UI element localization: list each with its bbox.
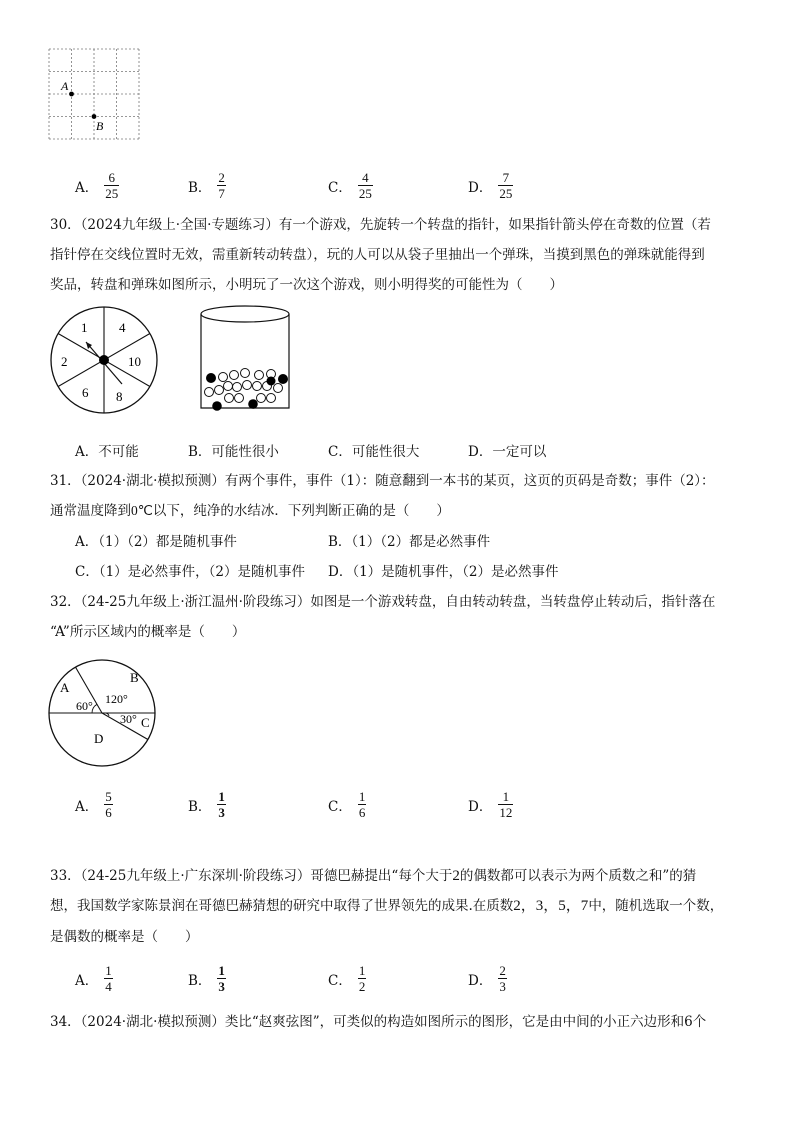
marble-jar-figure	[195, 302, 295, 416]
region-b-label: B	[130, 670, 139, 685]
q33-text-line-3: 是偶数的概率是（ ）	[50, 929, 199, 945]
spinner-label-2: 2	[61, 354, 68, 369]
q30-option-d[interactable]: D．一定可以	[468, 444, 547, 460]
q32-option-b[interactable]: B． $\frac{1}{3}$	[188, 789, 225, 820]
q31-option-d[interactable]: D．（1）是随机事件，（2）是必然事件	[328, 564, 559, 580]
q32-option-c[interactable]: C． $\frac{1}{6}$	[328, 789, 366, 820]
angle-120-label: 120°	[105, 692, 128, 706]
q30-text-line-3: 奖品，转盘和弹珠如图所示，小明玩了一次这个游戏，则小明得奖的可能性为（ ）	[50, 277, 563, 293]
q33-option-a[interactable]: A． $\frac{1}{4}$	[75, 963, 112, 994]
q33-option-d[interactable]: D． $\frac{2}{3}$	[468, 963, 506, 994]
point-a	[69, 92, 74, 97]
q29-option-d[interactable]: D． $\frac{7}{25}$	[468, 170, 513, 201]
label-a: A	[61, 79, 69, 93]
q33-option-b[interactable]: B． $\frac{1}{3}$	[188, 963, 225, 994]
game-spinner-figure	[46, 657, 158, 769]
q33-text-line-1: 33．（24-25九年级上·广东深圳·阶段练习）哥德巴赫提出“每个大于2的偶数都可以表示为两个质数之和”的猜	[50, 868, 697, 884]
q29-option-b[interactable]: B． $\frac{2}{7}$	[188, 170, 225, 201]
q30-option-c[interactable]: C．可能性很大	[328, 444, 420, 460]
q32-option-d[interactable]: D． $\frac{1}{12}$	[468, 789, 513, 820]
spinner-label-1: 1	[81, 320, 88, 335]
angle-30-label: 30°	[120, 712, 137, 726]
region-d-label: D	[94, 731, 104, 746]
region-c-label: C	[141, 715, 150, 730]
q31-option-b[interactable]: B．（1）（2）都是必然事件	[328, 534, 491, 550]
q34-text-line-1: 34．（2024·湖北·模拟预测）类比“赵爽弦图”，可类似的构造如图所示的图形，它是由中间的小正六边形和6个	[50, 1014, 707, 1030]
spinner-label-4: 4	[119, 320, 126, 335]
q32-option-a[interactable]: A． $\frac{5}{6}$	[75, 789, 112, 820]
q31-option-a[interactable]: A．（1）（2）都是随机事件	[75, 534, 237, 550]
grid-figure	[46, 46, 142, 142]
q31-text-line-1: 31．（2024·湖北·模拟预测）有两个事件，事件（1）：随意翻到一本书的某页，这页的页码是奇数；事件（2）：	[50, 473, 715, 489]
q31-option-c[interactable]: C．（1）是必然事件，（2）是随机事件	[75, 564, 306, 580]
label-b: B	[96, 119, 104, 133]
q32-text-line-2: “A”所示区域内的概率是（ ）	[50, 624, 246, 640]
q33-option-c[interactable]: C． $\frac{1}{2}$	[328, 963, 366, 994]
temperature-value: 0℃	[131, 503, 153, 518]
spinner-figure	[48, 304, 160, 416]
q29-option-a[interactable]: A． $\frac{6}{25}$	[75, 170, 119, 201]
spinner-label-8: 8	[116, 389, 123, 404]
q30-text-line-2: 指针停在交线位置时无效，需重新转动转盘），玩的人可以从袋子里抽出一个弹珠，当摸到黑色的弹珠就能得到	[50, 247, 705, 263]
q29-option-c[interactable]: C． $\frac{4}{25}$	[328, 170, 372, 201]
angle-60-label: 60°	[76, 699, 93, 713]
q32-text-line-1: 32．（24-25九年级上·浙江温州·阶段练习）如图是一个游戏转盘，自由转动转盘，当转盘停止转动后，指针落在	[50, 594, 716, 610]
q30-text-line-1: 30．（2024九年级上·全国·专题练习）有一个游戏，先旋转一个转盘的指针，如果指针箭头停在奇数的位置（若	[50, 217, 711, 233]
region-a-label: A	[60, 680, 70, 695]
spinner-label-10: 10	[128, 354, 141, 369]
q30-option-a[interactable]: A．不可能	[75, 444, 139, 460]
q31-text-line-2: 通常温度降到0℃以下，纯净的水结冰．下列判断正确的是（ ）	[50, 503, 450, 519]
q30-option-b[interactable]: B．可能性很小	[188, 444, 279, 460]
spinner-label-6: 6	[82, 385, 89, 400]
q33-text-line-2: 想，我国数学家陈景润在哥德巴赫猜想的研究中取得了世界领先的成果.在质数2，3，5，7中，随机选取一个数，	[50, 898, 724, 914]
